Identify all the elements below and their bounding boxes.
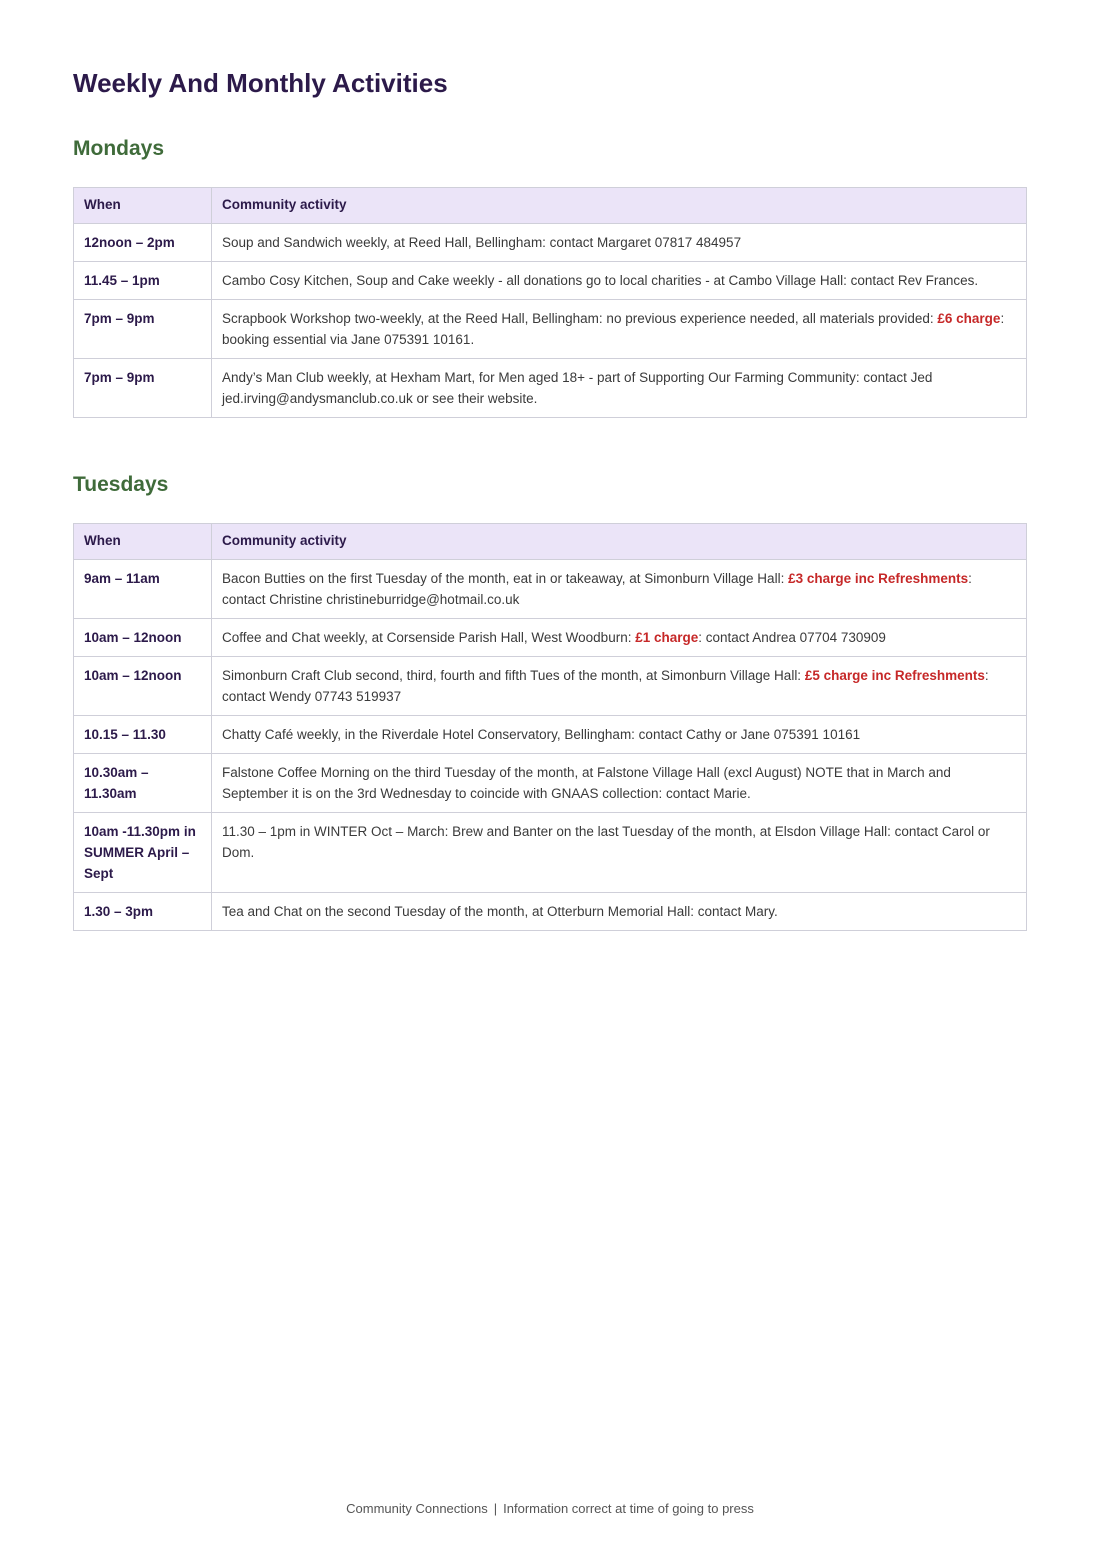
- row-activity: [212, 813, 1027, 893]
- column-header-when: When: [74, 524, 212, 560]
- activity-charge: £5 charge inc Refreshments: [804, 668, 985, 683]
- footer-org-name: Community Connections: [346, 1501, 488, 1516]
- row-activity: [212, 224, 1027, 262]
- table-row: [74, 262, 1027, 300]
- activity-description: Falstone Coffee Morning on the third Tuesday of the month, at Falstone Village Hall (excl August) NOTE that in March and September it is on the 3rd Wednesday to coincide with GNAAS collection: contact Marie.: [222, 765, 951, 801]
- activity-charge: £6 charge: [937, 311, 1001, 326]
- row-activity: [212, 619, 1027, 657]
- table-row: [74, 813, 1027, 893]
- column-header-activity: Community activity: [212, 524, 1027, 560]
- activity-description: Soup and Sandwich weekly, at Reed Hall, Bellingham: contact Margaret 07817 484957: [222, 235, 742, 250]
- row-activity: [212, 716, 1027, 754]
- page-footer: [0, 1501, 1100, 1516]
- section-heading-mondays: Mondays: [73, 137, 165, 160]
- table-row: [74, 359, 1027, 418]
- activity-charge: £1 charge: [635, 630, 699, 645]
- activity-contact: : contact Christine christineburridge@hotmail.co.uk: [222, 571, 972, 607]
- activity-description: Cambo Cosy Kitchen, Soup and Cake weekly - all donations go to local charities - at Cambo Village Hall: contact Rev Frances.: [222, 273, 979, 288]
- activity-contact: : contact Wendy 07743 519937: [222, 668, 989, 704]
- row-activity: [212, 560, 1027, 619]
- row-when: 10am – 12noon: [74, 657, 212, 716]
- activity-charge: £3 charge inc Refreshments: [788, 571, 969, 586]
- table-row: [74, 716, 1027, 754]
- row-when: 10am -11.30pm in SUMMER April – Sept: [74, 813, 212, 893]
- column-header-when: When: [74, 188, 212, 224]
- row-when: 7pm – 9pm: [74, 300, 212, 359]
- activity-description: 11.30 – 1pm in WINTER Oct – March: Brew and Banter on the last Tuesday of the month, at Elsdon Village Hall: contact Carol or Dom.: [222, 824, 990, 860]
- table-row: [74, 619, 1027, 657]
- table-row: [74, 560, 1027, 619]
- table-row: [74, 300, 1027, 359]
- table-row: [74, 224, 1027, 262]
- table-row: [74, 893, 1027, 931]
- row-when: 10am – 12noon: [74, 619, 212, 657]
- row-when: 10.15 – 11.30: [74, 716, 212, 754]
- activity-contact: : contact Andrea 07704 730909: [698, 630, 886, 645]
- column-header-activity: Community activity: [212, 188, 1027, 224]
- row-activity: [212, 657, 1027, 716]
- row-when: 12noon – 2pm: [74, 224, 212, 262]
- activity-description: Andy’s Man Club weekly, at Hexham Mart, for Men aged 18+ - part of Supporting Our Farming Community: contact Jed jed.irving@andysmanclub.co.uk or see their website.: [222, 370, 933, 406]
- page-title: Weekly And Monthly Activities: [73, 68, 448, 98]
- row-activity: [212, 300, 1027, 359]
- footer-disclaimer: Information correct at time of going to press: [503, 1501, 754, 1516]
- mondays-table: [73, 187, 1027, 418]
- activity-description: Tea and Chat on the second Tuesday of the month, at Otterburn Memorial Hall: contact Mary.: [222, 904, 778, 919]
- row-when: 9am – 11am: [74, 560, 212, 619]
- activity-description: Bacon Butties on the first Tuesday of the month, eat in or takeaway, at Simonburn Village Hall:: [222, 571, 789, 586]
- activity-description: Chatty Café weekly, in the Riverdale Hotel Conservatory, Bellingham: contact Cathy or Jane 075391 10161: [222, 727, 861, 742]
- activity-contact: : booking essential via Jane 075391 10161.: [222, 311, 1005, 347]
- table-row: [74, 754, 1027, 813]
- table-header-row: [74, 524, 1027, 560]
- row-when: 7pm – 9pm: [74, 359, 212, 418]
- activity-description: Scrapbook Workshop two-weekly, at the Reed Hall, Bellingham: no previous experience needed, all materials provided:: [222, 311, 938, 326]
- tuesdays-table: [73, 523, 1027, 931]
- row-activity: [212, 262, 1027, 300]
- activity-description: Coffee and Chat weekly, at Corsenside Parish Hall, West Woodburn:: [222, 630, 636, 645]
- row-when: 1.30 – 3pm: [74, 893, 212, 931]
- activity-description: Simonburn Craft Club second, third, fourth and fifth Tues of the month, at Simonburn Village Hall:: [222, 668, 805, 683]
- row-when: 11.45 – 1pm: [74, 262, 212, 300]
- footer-separator: |: [493, 1501, 498, 1516]
- section-heading-tuesdays: Tuesdays: [73, 473, 169, 496]
- row-activity: [212, 754, 1027, 813]
- table-row: [74, 657, 1027, 716]
- table-header-row: [74, 188, 1027, 224]
- row-when: 10.30am – 11.30am: [74, 754, 212, 813]
- row-activity: [212, 359, 1027, 418]
- row-activity: [212, 893, 1027, 931]
